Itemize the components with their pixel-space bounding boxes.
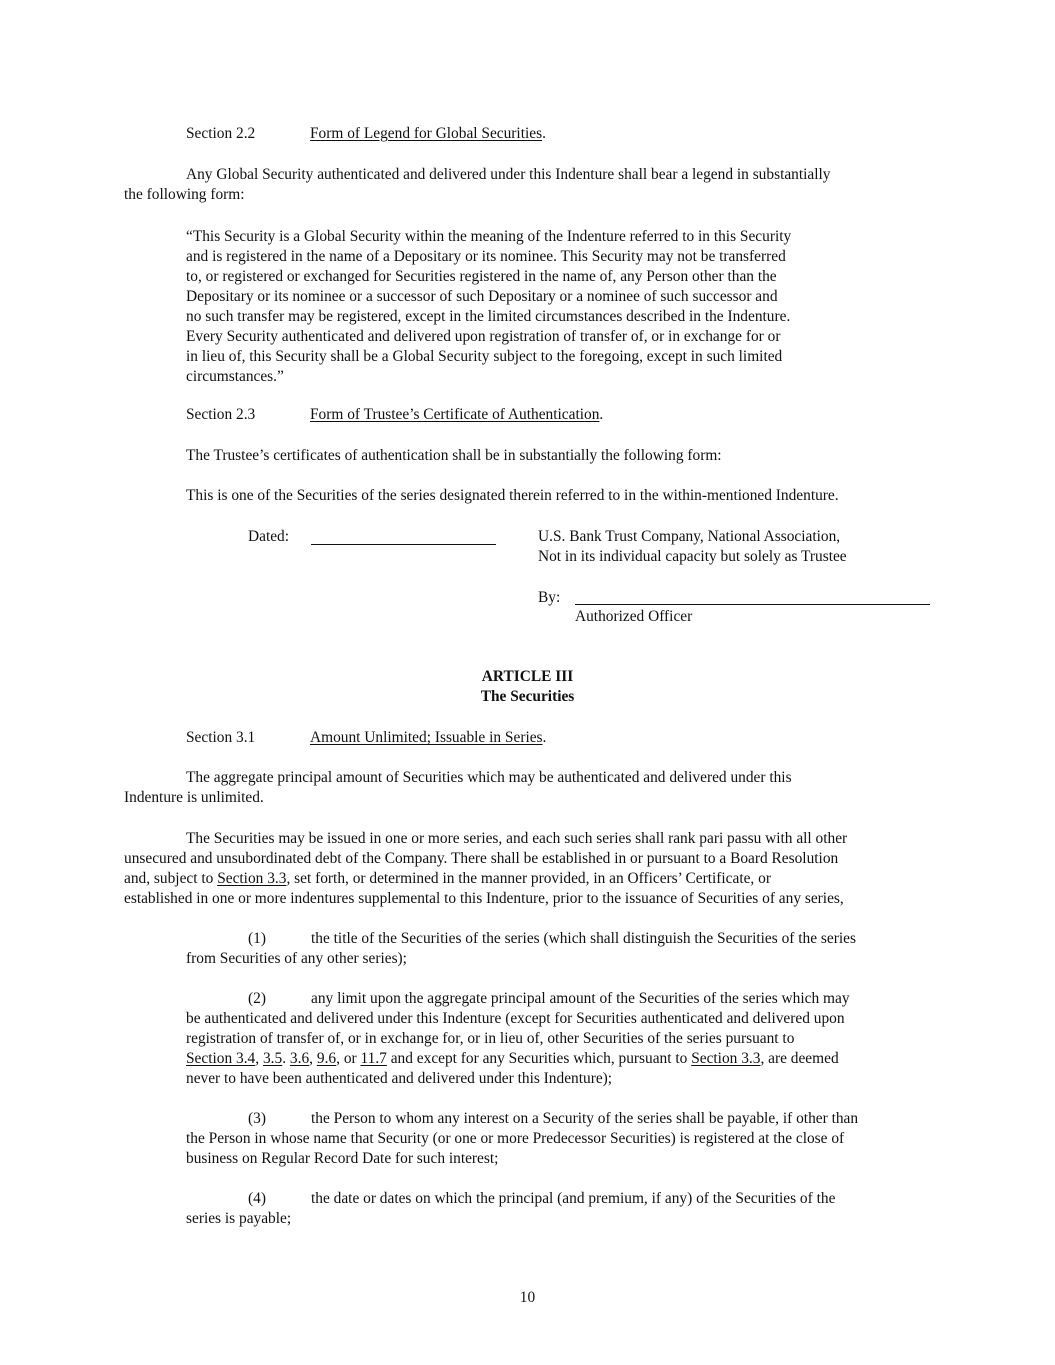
by-label: By:: [538, 589, 561, 606]
section-link[interactable]: Section 3.3: [217, 870, 287, 887]
list-item: Section 3.4, 3.5. 3.6, 9.6, or 11.7 and except for any Securities which, pursuant to Section 3.3, are deemed: [186, 1050, 839, 1067]
trustee-capacity: Not in its individual capacity but solely as Trustee: [538, 548, 847, 565]
list-item: the Person to whom any interest on a Security of the series shall be payable, if other than: [311, 1110, 859, 1127]
by-signature-line: [575, 604, 930, 605]
section-link[interactable]: 3.5: [262, 1050, 283, 1067]
legend-line: to, or registered or exchanged for Securities registered in the name of, any Person other than the: [186, 268, 777, 285]
item-number: (1): [248, 930, 266, 947]
section-link[interactable]: Section 3.3: [691, 1050, 761, 1067]
paragraph: unsecured and unsubordinated debt of the Company. There shall be established in or pursuant to a Board Resolution: [124, 850, 839, 867]
legend-line: and is registered in the name of a Depositary or its nominee. This Security may not be transferred: [186, 248, 786, 265]
section-title: Amount Unlimited; Issuable in Series.: [310, 729, 547, 746]
list-item: be authenticated and delivered under this Indenture (except for Securities authenticated and delivered upon: [186, 1010, 845, 1027]
list-item: series is payable;: [186, 1210, 292, 1227]
legend-line: circumstances.”: [186, 368, 284, 385]
item-number: (3): [248, 1110, 266, 1127]
section-title: Form of Trustee’s Certificate of Authentication.: [310, 406, 604, 423]
section-link[interactable]: 9.6: [316, 1050, 337, 1067]
list-item: any limit upon the aggregate principal amount of the Securities of the series which may: [311, 990, 850, 1007]
dated-signature-line: [311, 544, 496, 545]
section-number: Section 2.3: [186, 406, 256, 423]
legend-line: no such transfer may be registered, except in the limited circumstances described in the Indenture.: [186, 308, 791, 325]
legend-line: in lieu of, this Security shall be a Global Security subject to the foregoing, except in such limited: [186, 348, 783, 365]
list-item: the date or dates on which the principal (and premium, if any) of the Securities of the: [311, 1190, 836, 1207]
legend-line: “This Security is a Global Security within the meaning of the Indenture referred to in this Security: [186, 228, 792, 245]
section-number: Section 3.1: [186, 729, 256, 746]
article-title: ARTICLE III: [481, 668, 574, 685]
item-number: (2): [248, 990, 266, 1007]
list-item: the title of the Securities of the series (which shall distinguish the Securities of the series: [311, 930, 856, 947]
page-number: 10: [519, 1289, 536, 1306]
dated-label: Dated:: [248, 528, 290, 545]
paragraph: Indenture is unlimited.: [124, 789, 264, 806]
item-number: (4): [248, 1190, 266, 1207]
legend-line: Every Security authenticated and delivered upon registration of transfer of, or in exchange for or: [186, 328, 781, 345]
paragraph: the following form:: [124, 186, 245, 203]
article-subtitle: The Securities: [480, 688, 575, 705]
list-item: the Person in whose name that Security (or one or more Predecessor Securities) is registered at the close of: [186, 1130, 845, 1147]
paragraph: established in one or more indentures supplemental to this Indenture, prior to the issuance of Securities of any series,: [124, 890, 844, 907]
paragraph: The Securities may be issued in one or more series, and each such series shall rank pari passu with all other: [186, 830, 848, 847]
paragraph: and, subject to Section 3.3, set forth, or determined in the manner provided, in an Officers’ Certificate, or: [124, 870, 771, 887]
section-link[interactable]: Section 3.4: [186, 1050, 256, 1067]
list-item: registration of transfer of, or in exchange for, or in lieu of, other Securities of the series pursuant to: [186, 1030, 795, 1047]
paragraph: The Trustee’s certificates of authentication shall be in substantially the following form:: [186, 447, 722, 464]
list-item: from Securities of any other series);: [186, 950, 407, 967]
legend-line: Depositary or its nominee or a successor of such Depositary or a nominee of such successor and: [186, 288, 778, 305]
authorized-officer-label: Authorized Officer: [575, 608, 693, 625]
section-link[interactable]: 11.7: [360, 1050, 387, 1067]
section-number: Section 2.2: [186, 125, 256, 142]
list-item: business on Regular Record Date for such interest;: [186, 1150, 499, 1167]
trustee-name: U.S. Bank Trust Company, National Association,: [538, 528, 841, 545]
paragraph: Any Global Security authenticated and delivered under this Indenture shall bear a legend in substantially: [186, 166, 831, 183]
paragraph: The aggregate principal amount of Securities which may be authenticated and delivered under this: [186, 769, 792, 786]
section-link[interactable]: 3.6: [289, 1050, 310, 1067]
list-item: never to have been authenticated and delivered under this Indenture);: [186, 1070, 613, 1087]
paragraph: This is one of the Securities of the series designated therein referred to in the within-mentioned Indenture.: [186, 487, 839, 504]
section-title: Form of Legend for Global Securities.: [310, 125, 546, 142]
